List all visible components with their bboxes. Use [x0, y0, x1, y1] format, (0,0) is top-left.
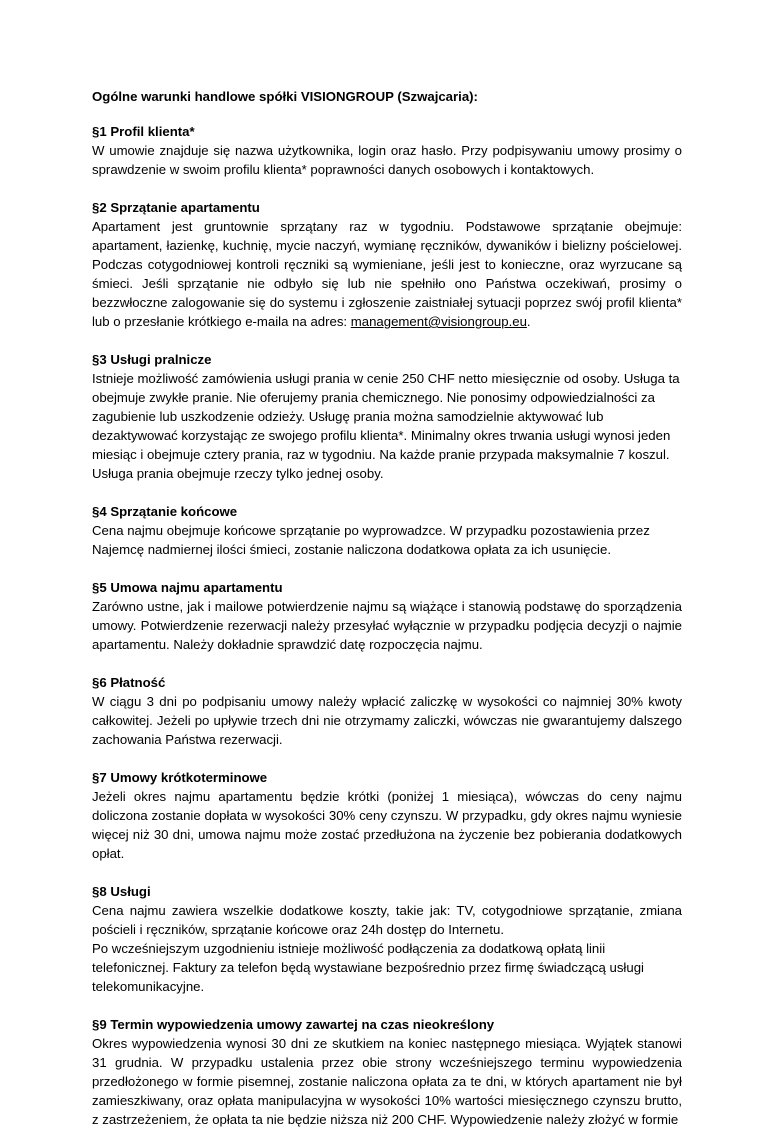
paragraph-text: Apartament jest gruntownie sprzątany raz w tygodniu. Podstawowe sprzątanie obejmuje: apartament, łazienkę, kuchnię, mycie naczyń, wymianę ręczników, dywaników i bielizny pościelowej. Podczas cotygodniowej kontroli ręczniki są wymieniane, jeśli jest to konieczne, oraz wyrzucane są śmieci. Jeśli sprzątanie nie odbyło się lub nie spełniło ono Państwa oczekiwań, prosimy o bezzwłoczne zalogowanie się do systemu i zgłoszenie zaistniałej sytuacji poprzez swój profil klienta* lub o przesłanie krótkiego e-maila na adres: [92, 219, 682, 329]
section-paragraph: Jeżeli okres najmu apartamentu będzie krótki (poniżej 1 miesiąca), wówczas do ceny najmu doliczona zostanie dopłata w wysokości 30% ceny czynszu. W przypadku, gdy okres najmu wyniesie więcej niż 30 dni, umowa najmu może zostać przedłużona na życzenie bez pobierania dodatkowych opłat. [92, 789, 682, 861]
section-paragraph: Istnieje możliwość zamówienia usługi prania w cenie 250 CHF netto miesięcznie od osoby. Usługa ta obejmuje zwykłe pranie. Nie oferujemy prania chemicznego. Nie ponosimy odpowiedzialności za zagubienie lub uszkodzenie odzieży. Usługę prania można samodzielnie aktywować lub dezaktywować korzystając ze swojego profilu klienta*. Minimalny okres trwania usługi wynosi jeden miesiąc i obejmuje cztery prania, raz w tygodniu. Na każde pranie przypada maksymalnie 7 koszul. Usługa prania obejmuje rzeczy tylko jednej osoby. [92, 371, 680, 481]
email-link[interactable]: management@visiongroup.eu [350, 314, 527, 329]
paragraph-text-end: . [526, 314, 531, 329]
section-8 [92, 882, 682, 996]
section-heading: §7 Umowy krótkoterminowe [92, 770, 268, 785]
section-6 [92, 673, 682, 749]
section-heading: §1 Profil klienta* [92, 124, 195, 139]
section-paragraph: Po wcześniejszym uzgodnieniu istnieje możliwość podłączenia za dodatkową opłatą linii telefonicznej. Faktury za telefon będą wystawiane bezpośrednio przez firmę świadczącą usługi telekomunikacyjne. [92, 941, 644, 994]
section-paragraph [92, 217, 682, 331]
section-heading: §4 Sprzątanie końcowe [92, 504, 238, 519]
section-heading: §5 Umowa najmu apartamentu [92, 580, 283, 595]
section-heading: §9 Termin wypowiedzenia umowy zawartej na czas nieokreślony [92, 1017, 495, 1032]
section-7 [92, 768, 682, 863]
section-heading: §3 Usługi pralnicze [92, 352, 212, 367]
document-title: Ogólne warunki handlowe spółki VISIONGROUP (Szwajcaria): [92, 89, 478, 104]
section-paragraph: W umowie znajduje się nazwa użytkownika, login oraz hasło. Przy podpisywaniu umowy prosimy o sprawdzenie w swoim profilu klienta* poprawności danych osobowych i kontaktowych. [92, 143, 682, 177]
section-paragraph: W ciągu 3 dni po podpisaniu umowy należy wpłacić zaliczkę w wysokości co najmniej 30% kwoty całkowitej. Jeżeli po upływie trzech dni nie otrzymamy zaliczki, wówczas nie gwarantujemy dalszego zachowania Państwa rezerwacji. [92, 694, 682, 747]
section-heading: §2 Sprzątanie apartamentu [92, 200, 260, 215]
section-4 [92, 502, 682, 559]
section-9 [92, 1015, 682, 1129]
section-5 [92, 578, 682, 654]
section-heading: §8 Usługi [92, 884, 151, 899]
section-paragraph: Cena najmu zawiera wszelkie dodatkowe koszty, takie jak: TV, cotygodniowe sprzątanie, zmiana pościeli i ręczników, sprzątanie końcowe oraz 24h dostęp do Internetu. [92, 903, 682, 937]
section-paragraph: Okres wypowiedzenia wynosi 30 dni ze skutkiem na koniec następnego miesiąca. Wyjątek stanowi 31 grudnia. W przypadku ustalenia przez obie strony wcześniejszego terminu wypowiedzenia przedłożonego w formie pisemnej, zostanie naliczona opłata za te dni, w których apartament nie był zamieszkiwany, oraz opłata manipulacyjna w wysokości 10% wartości miesięcznego czynszu brutto, z zastrzeżeniem, że opłata ta nie będzie niższa niż 200 CHF. Wypowiedzenie należy złożyć w formie [92, 1036, 682, 1127]
section-paragraph: Cena najmu obejmuje końcowe sprzątanie po wyprowadzce. W przypadku pozostawienia przez Najemcę nadmiernej ilości śmieci, zostanie naliczona dodatkowa opłata za ich usunięcie. [92, 523, 650, 557]
section-paragraph: Zarówno ustne, jak i mailowe potwierdzenie najmu są wiążące i stanowią podstawę do sporządzenia umowy. Potwierdzenie rezerwacji należy przesyłać wyłącznie w przypadku podjęcia decyzji o najmie apartamentu. Należy dokładnie sprawdzić datę rozpoczęcia najmu. [92, 599, 682, 652]
section-2 [92, 198, 682, 331]
section-3 [92, 350, 682, 483]
section-heading: §6 Płatność [92, 675, 166, 690]
section-1 [92, 122, 682, 179]
